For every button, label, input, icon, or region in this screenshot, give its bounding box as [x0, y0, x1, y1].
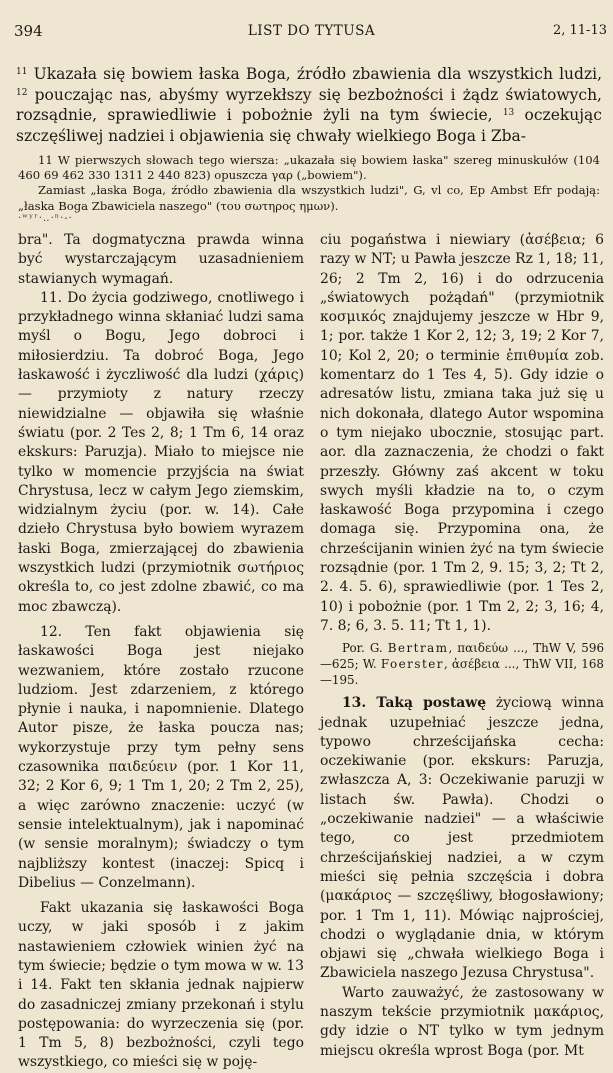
commentary-paragraph: ciu pogaństwa i niewiary (ἀσέβεια; 6 razy w NT; u Pawła jeszcze Rz 1, 18; 11, 26; 2 Tm 2, 16) i do odrzucenia „światowych pożądań" (przymiotnik κοσμικός znajdujemy jeszcze w Hbr 9, 1; por. także 1 Kor 2, 12; 3, 19; 2 Kor 7, 10; Kol 2, 20; o terminie ἐπιθυμία zob. komentarz do 1 Tes 4, 5). Gdy idzie o adresatów listu, zmiana taka już się u nich dokonała, dlatego Autor wspomina o tym niejako ubocznie, stosując part. aor. dla zaznaczenia, że chodzi o fakt przeszły. Główny zaś akcent w toku swych myśli kładzie na to, o czym łaskawość Boga przypomina i czego domaga się. Przypomina ona, że chrześcijanin winien żyć na tym świecie rozsądnie (por. 1 Tm 2, 9. 15; 3, 2; Tt 2, 2. 4. 5. 6), sprawiedliwie (por. 1 Tes 2, 10) i pobożnie (por. 1 Tm 2, 2; 3, 16; 4, 7. 8; 6, 3. 5. 11; Tt 1, 1). [320, 232, 604, 634]
biblio-text: Por. G. [342, 641, 383, 656]
verse-text: oczekując szczęśliwej nadziei i objawienia się chwały wielkiego Boga i Zba- [16, 106, 602, 145]
commentary-paragraph: 12. Ten fakt objawienia się łaskawości Boga jest niejako wezwaniem, które zostało rzucone ludziom. Jest zdarzeniem, z którego płynie i nauka, i napomnienie. Dlatego Autor pisze, że łaska poucza nas; wykorzystuje przy tym pełny sens czasownika παιδεύειν (por. 1 Kor 11, 32; 2 Kor 6, 9; 1 Tm 1, 20; 2 Tm 2, 25), a więc zarówno znaczenie: uczyć (w sensie intelektualnym), jak i napominać (w sensie moralnym); świadczy o tym najbliższy kontest (inaczej: Spicq i Dibelius — Conzelmann). [18, 623, 304, 891]
commentary-left-column [18, 231, 304, 1073]
verse-text: Ukazała się bowiem łaska Boga, źródło zbawienia dla wszystkich ludzi, [33, 65, 603, 83]
paragraph-lead: 13. Taką postawę [342, 695, 487, 712]
verse-number: 12 [16, 87, 28, 98]
apparatus-note: 11 W pierwszych słowach tego wiersza: „ukazała się bowiem łaska" szereg minuskułów (104 460 69 462 330 1311 2 440 823) opuszcza γαρ („bowiem"). [18, 153, 600, 183]
verse-number: 13 [502, 108, 515, 118]
running-title: LIST DO TYTUSA [247, 23, 376, 39]
commentary-right-column [320, 231, 604, 1061]
bibliography-note [320, 640, 604, 688]
critical-apparatus [18, 153, 600, 214]
commentary-paragraph: 11. Do życia godziwego, cnotliwego i przykładnego winna skłaniać ludzi sama myśl o Bogu, Jego dobroci i miłosierdziu. Ta dobroć Boga, Jego łaskawość i życzliwość dla ludzi (χάρις) — przymioty z natury rzeczy niewidzialne — objawiła się właśnie światu (por. 2 Tes 2, 8; 1 Tm 6, 14 oraz ekskurs: Paruzja). Miało to miejsce nie tylko w momencie przyjścia na świat Chrystusa, lecz w całym Jego ziemskim, widzialnym życiu (por. w. 14). Całe dzieło Chrystusa było bowiem wyrazem łaski Boga, zmierzającej do zbawienia wszystkich ludzi (przymiotnik σωτήριος określa to, co jest zdolne zbawić, co ma moc zbawczą). [18, 289, 304, 615]
chapter-verse-reference: 2, 11-13 [552, 23, 607, 38]
commentary-paragraph [320, 694, 604, 983]
paragraph-text: życiową winna jednak uzupełniać jeszcze jedna, typowo chrześcijańska cecha: oczekiwanie (por. ekskurs: Paruzja, zwłaszcza A, 3: Oczekiwanie paruzji w listach św. Pawła). Chodzi o „oczekiwanie nadziei" — a właściwie tego, co jest przedmiotem chrześcijańskiej nadziei, a w czym mieści się pełnia szczęścia i dobra (μακάριος — szczęśliwy, błogosławiony; por. 1 Tm 1, 11). Mówiąc najprościej, chodzi o wyglądanie dnia, w którym objawi się „chwała wielkiego Boga i Zbawiciela naszego Jezusa Chrystusa". [320, 695, 604, 982]
cut-text-fragment: ·ʷʸʳ·‥·ⁿ·‐· [18, 213, 73, 224]
page-number: 394 [14, 22, 43, 40]
apparatus-note: Zamiast „łaska Boga, źródło zbawienia dla wszystkich ludzi", G, vl co, Ep Ambst Efr podają: „łaska Boga Zbawiciela naszego" (του σωτηρος ημων). [18, 183, 600, 213]
running-header [14, 22, 609, 42]
scripture-text [16, 64, 602, 146]
commentary-paragraph: bra". Ta dogmatyczna prawda winna być wystarczającym uzasadnieniem stawianych wymagań. [18, 232, 304, 287]
author-name: Foerster [380, 657, 444, 672]
verse-text: pouczając nas, abyśmy wyrzekłszy się bezbożności i żądz światowych, rozsądnie, sprawiedliwie i pobożnie żyli na tym świecie, [16, 85, 602, 124]
biblio-text: , παιδεύω ..., ThW V, 596—625; W. [320, 641, 605, 672]
verse-number: 11 [16, 67, 28, 77]
author-name: Bertram [387, 641, 449, 656]
biblio-text: , ἀσέβεια ..., ThW VII, 168—195. [320, 657, 604, 688]
commentary-paragraph: Warto zauważyć, że zastosowany w naszym tekście przymiotnik μακάριος, gdy idzie o NT tylko w tym jednym miejscu określa wprost Boga (por. Mt [320, 984, 604, 1059]
commentary-paragraph: Fakt ukazania się łaskawości Boga uczy, w jaki sposób i z jakim nastawieniem człowiek winien żyć na tym świecie; będzie o tym mowa w w. 13 i 14. Fakt ten skłania jednak najpierw do zasadniczej zmiany przekonań i stylu postępowania: do wyrzeczenia się (por. 1 Tm 5, 8) bezbożności, czyli tego wszystkiego, co mieści się w poję- [18, 900, 304, 1071]
